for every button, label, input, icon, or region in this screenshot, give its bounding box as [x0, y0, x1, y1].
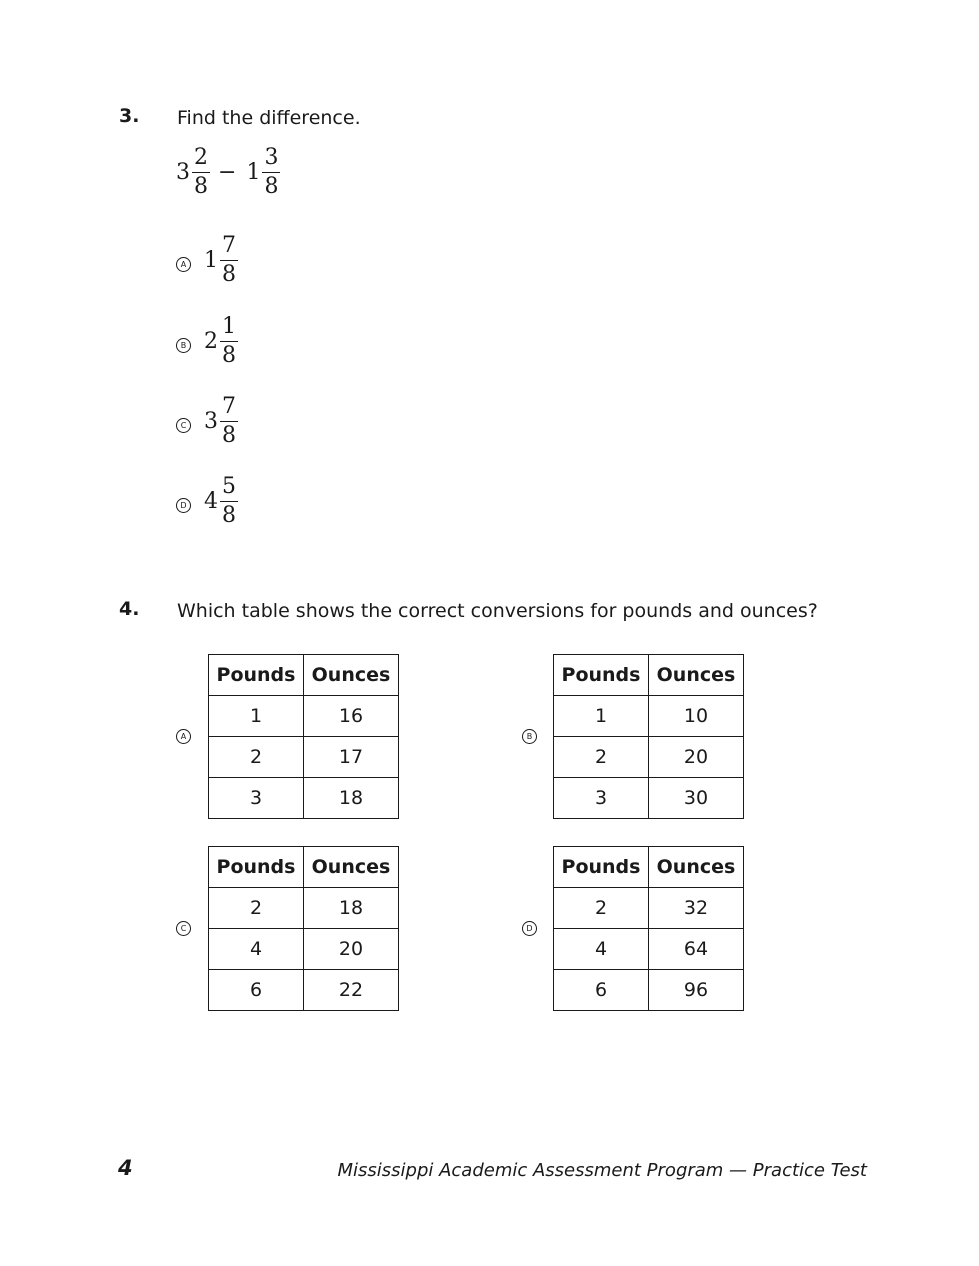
- header-pounds: Pounds: [554, 847, 649, 888]
- cell-pounds: 1: [209, 696, 304, 737]
- table-header-row: [554, 655, 744, 696]
- table-header-row: [209, 847, 399, 888]
- table-row: [554, 929, 744, 970]
- choice-c-denominator: 8: [222, 423, 236, 448]
- expression-a-denominator: 8: [194, 174, 208, 199]
- choice-b-fraction: [220, 316, 238, 367]
- expression-b-denominator: 8: [264, 174, 279, 199]
- cell-pounds: 6: [209, 970, 304, 1011]
- table-row: [209, 737, 399, 778]
- page-number: 4: [118, 1156, 133, 1180]
- table-header-row: [209, 655, 399, 696]
- table-b-bubble[interactable]: B: [522, 729, 537, 744]
- header-pounds: Pounds: [209, 655, 304, 696]
- question-3-number: 3.: [119, 105, 140, 127]
- table-row: [554, 778, 744, 819]
- header-ounces: Ounces: [304, 847, 399, 888]
- question-3-prompt: Find the difference.: [177, 107, 361, 129]
- table-b[interactable]: [553, 654, 744, 819]
- choice-c-answer[interactable]: [204, 396, 238, 447]
- table-a[interactable]: [208, 654, 399, 819]
- choice-a-fraction: [220, 235, 238, 286]
- header-ounces: Ounces: [304, 655, 399, 696]
- table-row: [554, 970, 744, 1011]
- expression-b-numerator: 3: [262, 147, 280, 173]
- choice-d-denominator: 8: [222, 503, 236, 528]
- expression-a-fraction: [192, 147, 210, 198]
- footer-title: Mississippi Academic Assessment Program — Practice Test: [337, 1160, 867, 1181]
- cell-pounds: 2: [209, 888, 304, 929]
- cell-pounds: 4: [554, 929, 649, 970]
- table-header-row: [554, 847, 744, 888]
- table-row: [209, 970, 399, 1011]
- table-row: [209, 888, 399, 929]
- cell-ounces: 64: [649, 929, 744, 970]
- choice-a-numerator: 7: [220, 235, 238, 261]
- cell-ounces: 96: [649, 970, 744, 1011]
- table-row: [209, 696, 399, 737]
- cell-ounces: 30: [649, 778, 744, 819]
- table-row: [554, 737, 744, 778]
- table-c[interactable]: [208, 846, 399, 1011]
- cell-ounces: 16: [304, 696, 399, 737]
- header-pounds: Pounds: [554, 655, 649, 696]
- cell-pounds: 3: [554, 778, 649, 819]
- cell-ounces: 20: [649, 737, 744, 778]
- choice-a-bubble[interactable]: A: [176, 257, 191, 272]
- question-4-number: 4.: [119, 598, 140, 620]
- cell-ounces: 18: [304, 888, 399, 929]
- header-pounds: Pounds: [209, 847, 304, 888]
- expression-b-whole: 1: [246, 160, 261, 185]
- cell-ounces: 32: [649, 888, 744, 929]
- choice-a-denominator: 8: [222, 262, 236, 287]
- cell-pounds: 3: [209, 778, 304, 819]
- cell-pounds: 2: [209, 737, 304, 778]
- header-ounces: Ounces: [649, 655, 744, 696]
- choice-a-answer[interactable]: [204, 235, 238, 286]
- table-c-bubble[interactable]: C: [176, 921, 191, 936]
- question-3-expression: [176, 147, 280, 198]
- cell-pounds: 1: [554, 696, 649, 737]
- choice-d-whole: 4: [204, 489, 218, 514]
- table-row: [554, 888, 744, 929]
- choice-a-whole: 1: [204, 248, 218, 273]
- cell-ounces: 17: [304, 737, 399, 778]
- header-ounces: Ounces: [649, 847, 744, 888]
- cell-pounds: 4: [209, 929, 304, 970]
- table-d-bubble[interactable]: D: [522, 921, 537, 936]
- choice-c-whole: 3: [204, 409, 218, 434]
- cell-ounces: 22: [304, 970, 399, 1011]
- table-row: [554, 696, 744, 737]
- choice-d-numerator: 5: [220, 476, 238, 502]
- table-a-bubble[interactable]: A: [176, 729, 191, 744]
- choice-c-bubble[interactable]: C: [176, 418, 191, 433]
- question-4-prompt: Which table shows the correct conversions for pounds and ounces?: [177, 600, 818, 622]
- cell-ounces: 18: [304, 778, 399, 819]
- expression-b-fraction: [262, 147, 280, 198]
- table-row: [209, 778, 399, 819]
- choice-b-numerator: 1: [220, 316, 238, 342]
- choice-b-whole: 2: [204, 329, 218, 354]
- cell-pounds: 2: [554, 888, 649, 929]
- choice-c-numerator: 7: [220, 396, 238, 422]
- choice-b-denominator: 8: [222, 343, 236, 368]
- table-d[interactable]: [553, 846, 744, 1011]
- choice-d-answer[interactable]: [204, 476, 238, 527]
- choice-c-fraction: [220, 396, 238, 447]
- expression-a-numerator: 2: [192, 147, 210, 173]
- cell-pounds: 2: [554, 737, 649, 778]
- choice-b-bubble[interactable]: B: [176, 338, 191, 353]
- cell-ounces: 10: [649, 696, 744, 737]
- table-row: [209, 929, 399, 970]
- choice-d-fraction: [220, 476, 238, 527]
- cell-pounds: 6: [554, 970, 649, 1011]
- minus-sign: −: [218, 160, 237, 185]
- choice-b-answer[interactable]: [204, 316, 238, 367]
- cell-ounces: 20: [304, 929, 399, 970]
- expression-a-whole: 3: [176, 160, 190, 185]
- choice-d-bubble[interactable]: D: [176, 498, 191, 513]
